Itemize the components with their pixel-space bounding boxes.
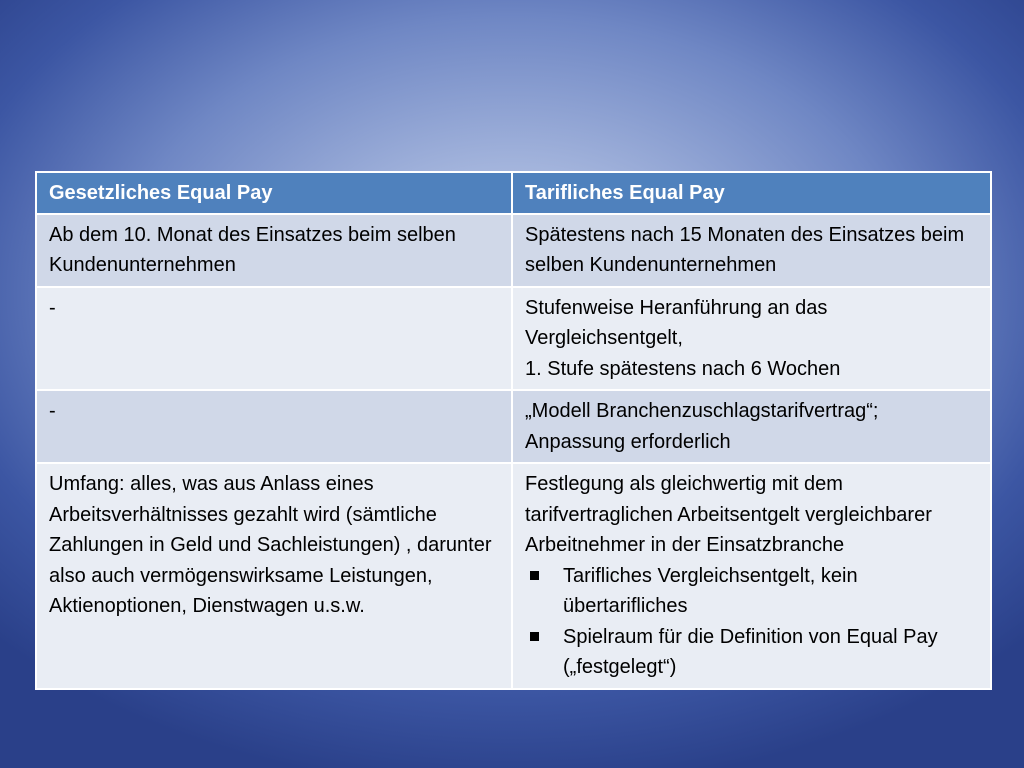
header-gesetzliches: Gesetzliches Equal Pay (36, 172, 512, 214)
table-body (36, 214, 991, 689)
cell-tarifliches (512, 287, 991, 391)
cell-tarifliches (512, 463, 991, 689)
bullet-list (525, 561, 980, 683)
bullet-item (525, 622, 980, 683)
cell-gesetzliches: - (36, 287, 512, 391)
square-bullet-icon (530, 571, 539, 580)
cell-text-line: 1. Stufe spätestens nach 6 Wochen (525, 357, 841, 380)
table-row (36, 463, 991, 689)
header-row (36, 172, 991, 214)
table-row (36, 390, 991, 463)
cell-gesetzliches: - (36, 390, 512, 463)
bullet-item (525, 561, 980, 622)
cell-tarifliches: Spätestens nach 15 Monaten des Einsatzes beim selben Kundenunternehmen (512, 214, 991, 287)
bullet-text: Tarifliches Vergleichsentgelt, kein übertarifliches (563, 564, 858, 617)
cell-gesetzliches: Ab dem 10. Monat des Einsatzes beim selben Kundenunternehmen (36, 214, 512, 287)
square-bullet-icon (530, 632, 539, 641)
table-header (36, 172, 991, 214)
cell-tarifliches: „Modell Branchenzuschlagstarifvertrag“; Anpassung erforderlich (512, 390, 991, 463)
bullet-text: Spielraum für die Definition von Equal Pay („festgelegt“) (563, 625, 938, 678)
equal-pay-comparison-table (35, 171, 992, 690)
cell-gesetzliches: Umfang: alles, was aus Anlass eines Arbeitsverhältnisses gezahlt wird (sämtliche Zahlungen in Geld und Sachleistungen) , darunter also auch vermögenswirksame Leistungen, Aktienoptionen, Dienstwagen u.s.w. (36, 463, 512, 689)
cell-text-line: Stufenweise Heranführung an das Vergleichsentgelt, (525, 296, 828, 349)
table-row (36, 214, 991, 287)
cell-text-intro: Festlegung als gleichwertig mit dem tarifvertraglichen Arbeitsentgelt vergleichbarer Arbeitnehmer in der Einsatzbranche (525, 473, 932, 556)
header-tarifliches: Tarifliches Equal Pay (512, 172, 991, 214)
table-row (36, 287, 991, 391)
